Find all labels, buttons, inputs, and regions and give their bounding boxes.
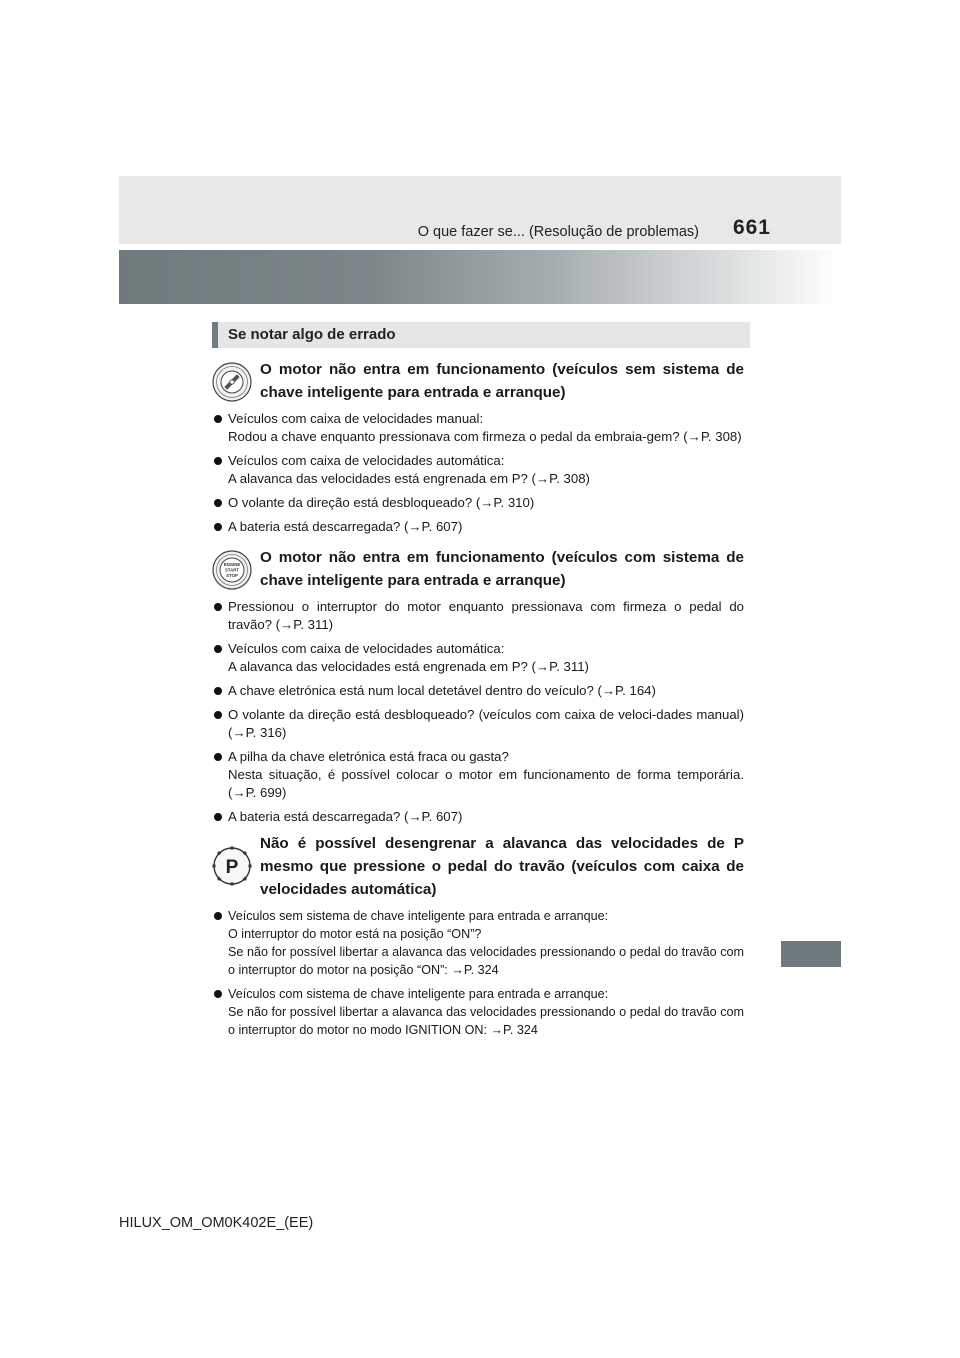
- icon-label-engine: ENGINE: [223, 562, 241, 567]
- main-heading: Se notar algo de errado: [212, 322, 750, 348]
- bullet-icon: [214, 645, 222, 653]
- list-item: Pressionou o interruptor do motor enquanto pressionava com firmeza o pedal do travão? (→P. 311): [212, 598, 744, 634]
- icon-label-p: P: [225, 857, 239, 878]
- item-list: [212, 907, 744, 1039]
- list-item: O volante da direção está desbloqueado? (veículos com caixa de veloci-dades manual) (→P. 316): [212, 706, 744, 742]
- list-item: O volante da direção está desbloqueado? (→P. 310): [212, 494, 744, 512]
- list-item: Veículos com sistema de chave inteligente para entrada e arranque: Se não for possível libertar a alavanca das velocidades pressionando o pedal do travão com o interruptor do motor no modo IGNITION ON: →P. 324: [212, 985, 744, 1039]
- ignition-key-icon: [212, 362, 252, 402]
- document-code: HILUX_OM_OM0K402E_(EE): [119, 1215, 314, 1231]
- subsection-shift-lock: [212, 832, 750, 1039]
- subsection-smart-key: [212, 546, 750, 826]
- list-item: A pilha da chave eletrónica está fraca ou gasta? Nesta situação, é possível colocar o motor em funcionamento de forma temporária. (→P. 699): [212, 748, 744, 802]
- chapter-tab: [781, 941, 841, 967]
- list-item: Veículos com caixa de velocidades automática: A alavanca das velocidades está engrenada em P? (→P. 308): [212, 452, 744, 488]
- subsection-heading: O motor não entra em funcionamento (veículos sem sistema de chave inteligente para entrada e arranque): [260, 361, 744, 401]
- item-list: [212, 410, 744, 536]
- list-item: Veículos com caixa de velocidades automática: A alavanca das velocidades está engrenada em P? (→P. 311): [212, 640, 744, 676]
- main-content: [212, 322, 750, 1045]
- bullet-icon: [214, 813, 222, 821]
- bullet-icon: [214, 499, 222, 507]
- icon-label-start: START: [224, 567, 240, 573]
- section-title: O que fazer se... (Resolução de problemas): [417, 224, 699, 240]
- list-item: Veículos com caixa de velocidades manual: Rodou a chave enquanto pressionava com firmeza o pedal da embraia-gem? (→P. 308): [212, 410, 744, 446]
- list-item: Veículos sem sistema de chave inteligente para entrada e arranque: O interruptor do motor está na posição “ON”? Se não for possível libertar a alavanca das velocidades pressionando o pedal do travão com o interruptor do motor na posição “ON”: →P. 324: [212, 907, 744, 979]
- bullet-icon: [214, 990, 222, 998]
- bullet-icon: [214, 457, 222, 465]
- bullet-icon: [214, 415, 222, 423]
- page-header: [119, 176, 841, 244]
- subsection-heading: Não é possível desengrenar a alavanca das velocidades de P mesmo que pressione o pedal do travão (veículos com caixa de velocidades automática): [260, 835, 744, 898]
- page-number: 661: [732, 216, 771, 239]
- bullet-icon: [214, 711, 222, 719]
- bullet-icon: [214, 753, 222, 761]
- engine-start-stop-icon: [212, 550, 252, 590]
- item-list: [212, 598, 744, 826]
- subsection-no-smart-key: [212, 358, 750, 536]
- park-position-icon: [212, 846, 252, 886]
- list-item: A bateria está descarregada? (→P. 607): [212, 518, 744, 536]
- chapter-band: [119, 250, 841, 304]
- bullet-icon: [214, 603, 222, 611]
- list-item: A chave eletrónica está num local detetável dentro do veículo? (→P. 164): [212, 682, 744, 700]
- bullet-icon: [214, 523, 222, 531]
- list-item: A bateria está descarregada? (→P. 607): [212, 808, 744, 826]
- subsection-heading: O motor não entra em funcionamento (veículos com sistema de chave inteligente para entrada e arranque): [260, 549, 744, 589]
- bullet-icon: [214, 687, 222, 695]
- icon-label-stop: STOP: [226, 573, 238, 578]
- bullet-icon: [214, 912, 222, 920]
